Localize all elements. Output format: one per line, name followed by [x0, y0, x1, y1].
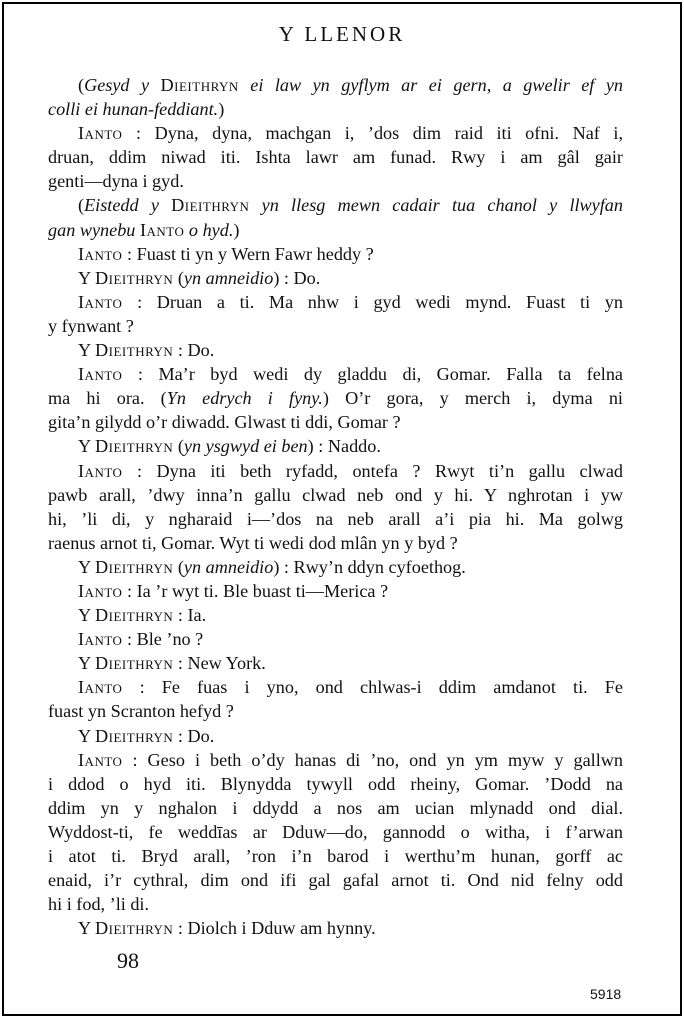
text-run: (	[78, 75, 85, 95]
dialogue-paragraph	[48, 579, 623, 603]
speaker-name: Ianto	[78, 123, 123, 144]
text-run: ) : Do.	[273, 267, 321, 288]
speaker-name: Ianto	[78, 629, 123, 650]
text-run: : Fuast ti yn y Wern Fawr heddy ?	[122, 243, 374, 264]
text-run: ) : Rwy’n ddyn cyfoethog.	[273, 556, 466, 577]
text-run: : Druan a ti. Ma nhw i gyd wedi mynd. Fuast ti yn	[122, 291, 623, 312]
speaker-name: Dieithryn	[95, 725, 174, 746]
text-line	[48, 796, 623, 820]
text-run: Y	[78, 556, 96, 577]
text-line	[48, 916, 623, 940]
text-line	[48, 699, 623, 723]
text-line	[48, 748, 623, 772]
text-line	[48, 218, 623, 242]
text-line	[48, 675, 623, 699]
text-run: druan, ddim niwad iti. Ishta lawr am funad. Rwy i am gâl gair	[48, 147, 623, 168]
text-line	[48, 820, 623, 844]
dialogue-paragraph	[48, 338, 623, 362]
text-run: enaid, i’r cythral, dim ond ifi gal gafal arnot ti. Ond nid felny odd	[48, 870, 623, 891]
text-line	[48, 651, 623, 675]
text-run: : Geso i beth o’dy hanas di ’no, ond yn ym myw y gallwn	[122, 749, 623, 770]
italic-text: yn llesg mewn cadair tua chanol y llwyfan	[249, 195, 623, 216]
text-line	[48, 868, 623, 892]
text-run: Y	[78, 653, 96, 674]
reference-number: 5918	[590, 986, 622, 1002]
text-run: fuast yn Scranton hefyd ?	[48, 701, 234, 722]
dialogue-paragraph	[48, 916, 623, 940]
text-run: ) : Naddo.	[307, 436, 381, 457]
text-run: )	[233, 219, 240, 240]
speaker-name: Dieithryn	[95, 267, 174, 288]
text-line	[48, 531, 623, 555]
speaker-name: Dieithryn	[95, 340, 174, 361]
italic-text: Yn edrych i fyny.	[166, 388, 323, 409]
text-run: ) O’r gora, y merch i, dyma ni	[322, 388, 623, 409]
text-run: : Ma’r byd wedi dy gladdu di, Gomar. Falla ta felna	[122, 364, 623, 385]
dialogue-paragraph	[48, 290, 623, 338]
italic-text: colli ei hunan-feddiant.	[48, 99, 219, 120]
italic-text: o hyd.	[184, 219, 234, 240]
text-line	[48, 290, 623, 314]
speaker-name: Dieithryn	[95, 918, 174, 939]
text-run: i ddod o hyd iti. Blynydda tywyll odd rheiny, Gomar. ’Dodd na	[48, 773, 623, 794]
page-number: 98	[117, 948, 139, 973]
speaker-name: Ianto	[78, 243, 123, 264]
text-line	[48, 459, 623, 483]
text-line	[48, 724, 623, 748]
speaker-name: Dieithryn	[95, 556, 174, 577]
text-run: hi i fod, ’li di.	[48, 894, 150, 915]
text-run: : Do.	[173, 725, 215, 746]
speaker-name: Ianto	[78, 291, 123, 312]
text-line	[48, 627, 623, 651]
text-line	[48, 507, 623, 531]
text-line	[48, 145, 623, 169]
text-line	[48, 362, 623, 386]
speaker-name: Ianto	[78, 460, 123, 481]
dialogue-paragraph	[48, 242, 623, 266]
text-run: : Dyna iti beth ryfadd, ontefa ? Rwyt ti’n gallu clwad	[122, 460, 623, 481]
text-line	[48, 483, 623, 507]
text-line	[48, 193, 623, 217]
text-line	[48, 266, 623, 290]
text-line	[48, 579, 623, 603]
text-line	[48, 555, 623, 579]
speaker-name: Ianto	[78, 580, 123, 601]
italic-text: Gesyd y	[84, 75, 161, 95]
text-run: Y	[78, 605, 96, 626]
text-line	[48, 314, 623, 338]
speaker-name: Dieithryn	[95, 653, 174, 674]
text-run: Y	[78, 340, 96, 361]
text-run: hi, ’li di, y ngharaid i—’dos na neb arall a’i pia hi. Ma golwg	[48, 508, 623, 529]
text-body	[48, 73, 623, 940]
text-line	[48, 772, 623, 796]
dialogue-paragraph	[48, 459, 623, 555]
text-line	[48, 121, 623, 145]
stage-direction	[48, 193, 623, 241]
text-run: (	[173, 556, 184, 577]
dialogue-paragraph	[48, 555, 623, 579]
running-head: Y LLENOR	[278, 22, 406, 46]
speaker-name: Ianto	[139, 219, 185, 240]
dialogue-paragraph	[48, 724, 623, 748]
text-run: Y	[78, 918, 96, 939]
dialogue-paragraph	[48, 434, 623, 458]
text-line	[48, 892, 623, 916]
text-line	[48, 338, 623, 362]
text-line	[48, 386, 623, 410]
text-run: : Ia ’r wyt ti. Ble buast ti—Merica ?	[122, 580, 389, 601]
text-run: : Ia.	[173, 605, 207, 626]
text-run: : New York.	[173, 653, 266, 674]
text-line	[48, 73, 623, 97]
italic-text: yn ysgwyd ei ben	[183, 436, 308, 457]
text-run: : Fe fuas i yno, ond chlwas-i ddim amdanot ti. Fe	[122, 677, 623, 698]
speaker-name: Ianto	[78, 749, 123, 770]
italic-text: yn amneidio	[183, 267, 274, 288]
dialogue-paragraph	[48, 651, 623, 675]
speaker-name: Dieithryn	[160, 75, 239, 95]
text-line	[48, 434, 623, 458]
text-run: : Ble ’no ?	[122, 629, 204, 650]
text-line	[48, 97, 623, 121]
dialogue-paragraph	[48, 362, 623, 434]
text-run: (	[173, 436, 184, 457]
italic-text: Eistedd y	[84, 195, 172, 216]
dialogue-paragraph	[48, 266, 623, 290]
text-run: i atot ti. Bryd arall, ’ron i’n barod i werthu’m hunan, gorff ac	[48, 846, 623, 866]
text-run: : Do.	[173, 340, 215, 361]
text-run: : Diolch i Dduw am hynny.	[173, 918, 376, 939]
text-run: (	[78, 195, 85, 216]
text-run: ddim yn y nghalon i ddydd a nos am ucian mlynadd ond dial.	[48, 797, 623, 818]
text-run: y fynwant ?	[48, 315, 134, 336]
italic-text: yn amneidio	[183, 556, 274, 577]
speaker-name: Ianto	[78, 677, 123, 698]
speaker-name: Dieithryn	[95, 436, 174, 457]
text-line	[48, 603, 623, 627]
text-line	[48, 410, 623, 434]
text-run: pawb arall, ’dwy inna’n gallu clwad neb ond y hi. Y nghrotan i yw	[48, 484, 623, 505]
text-run: Y	[78, 725, 96, 746]
italic-text: gan wynebu	[48, 219, 140, 240]
dialogue-paragraph	[48, 675, 623, 723]
text-line	[48, 844, 623, 868]
dialogue-paragraph	[48, 627, 623, 651]
dialogue-paragraph	[48, 603, 623, 627]
speaker-name: Dieithryn	[171, 195, 250, 216]
text-line	[48, 242, 623, 266]
speaker-name: Dieithryn	[95, 605, 174, 626]
italic-text: ei law yn gyflym ar ei gern, a gwelir ef yn	[238, 75, 623, 95]
text-run: raenus arnot ti, Gomar. Wyt ti wedi dod mlân yn y byd ?	[48, 532, 458, 553]
text-run: )	[218, 99, 225, 120]
dialogue-paragraph	[48, 748, 623, 917]
text-run: Y	[78, 267, 96, 288]
text-line	[48, 169, 623, 193]
text-run: genti—dyna i gyd.	[48, 171, 184, 192]
text-run: gita’n gilydd o’r diwadd. Glwast ti ddi, Gomar ?	[48, 412, 401, 433]
stage-direction	[48, 73, 623, 121]
text-run: (	[173, 267, 184, 288]
text-run: Y	[78, 436, 96, 457]
text-run: : Dyna, dyna, machgan i, ’dos dim raid iti ofni. Naf i,	[122, 123, 623, 144]
dialogue-paragraph	[48, 121, 623, 193]
speaker-name: Ianto	[78, 364, 123, 385]
text-run: Wyddost-ti, fe weddīas ar Dduw—do, gannodd o witha, i f’arwan	[48, 821, 623, 842]
text-run: ma hi ora. (	[48, 388, 167, 409]
